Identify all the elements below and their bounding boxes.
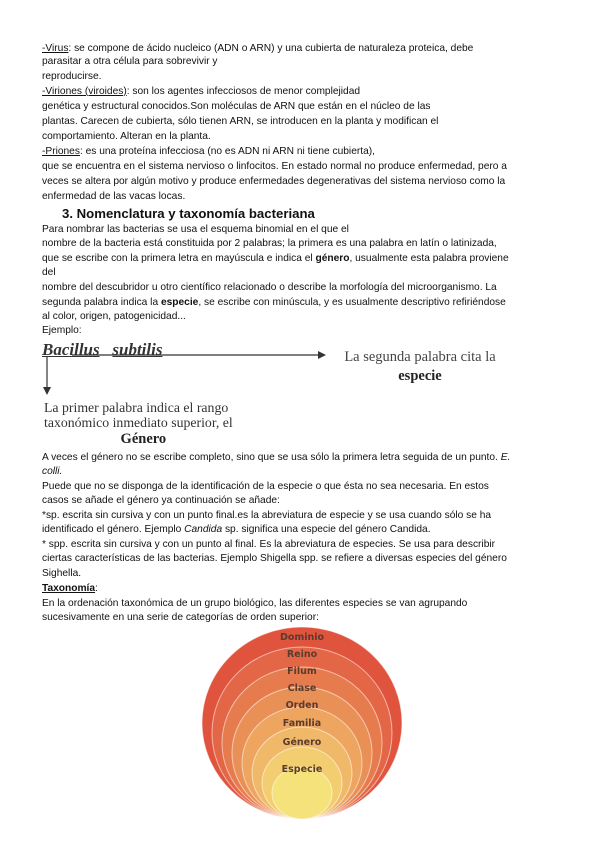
taxonomia-heading xyxy=(42,582,98,595)
after-line-5: *sp. escrita sin cursiva y con un punto final.es la abreviatura de especie y se usa cuando sólo se ha xyxy=(42,510,492,521)
genus-caption-line-2: taxonómico inmediato superior, el xyxy=(44,415,233,430)
taxonomy-label-clase: Clase xyxy=(287,683,317,694)
priones-line-2: que se encuentra en el sistema nervioso o linfocitos. En estado normal no produce enfermedad, pero a xyxy=(42,161,507,172)
species-caption-word: especie xyxy=(398,368,442,384)
colli-italic: colli. xyxy=(42,466,63,477)
virus-line-3: reproducirse. xyxy=(42,71,102,82)
viriones-line-3: plantas. Carecen de cubierta, sólo tienen ARN, se introducen en la planta y modifican el xyxy=(42,116,439,127)
after-line-1 xyxy=(42,451,510,464)
especie-bold: especie xyxy=(160,297,199,308)
section3-line-4: del xyxy=(42,267,56,278)
taxonomy-diagram xyxy=(200,626,404,820)
down-arrow-head xyxy=(43,387,51,395)
after-line-8: ciertas características de las bacterias. Ejemplo Shigella spp. se refiere a diversas especies del género xyxy=(42,553,507,564)
after-line-6 xyxy=(42,523,431,536)
after-text: A veces el género no se escribe completo, sino que se usa sólo la primera letra seguida de un punto. xyxy=(42,452,501,463)
taxonomy-label-dominio: Dominio xyxy=(279,632,325,643)
section3-text: segunda palabra indica la xyxy=(42,297,161,308)
taxonomy-label-especie: Especie xyxy=(281,764,323,775)
after-line-4: casos se añade el género ya continuación se añade: xyxy=(42,495,280,506)
section3-text: que se escribe con la primera letra en mayúscula e indica el xyxy=(42,253,316,264)
taxonomy-label-familia: Familia xyxy=(282,718,322,729)
section-heading: 3. Nomenclatura y taxonomía bacteriana xyxy=(62,206,315,221)
genus-caption-line-1: La primer palabra indica el rango xyxy=(44,400,229,415)
after-line-9: Sighella. xyxy=(42,568,82,579)
virus-term: -Virus xyxy=(42,43,69,54)
genus-caption-word: Género xyxy=(120,431,167,447)
priones-line-4: enfermedad de las vacas locas. xyxy=(42,191,186,202)
taxonomia-colon: : xyxy=(95,583,98,594)
taxonomia-line-2: sucesivamente en una serie de categorías de orden superior: xyxy=(42,612,319,623)
after-text: sp. significa una especie del género Candida. xyxy=(222,524,431,535)
taxonomy-label-género: Género xyxy=(282,737,322,748)
genus-caption xyxy=(44,400,233,447)
viriones-line-4: comportamiento. Alteran en la planta. xyxy=(42,131,211,142)
virus-line-2: parasitar a otra célula para sobrevivir y xyxy=(42,56,218,67)
genero-bold: género xyxy=(315,253,350,264)
viriones-text: : son los agentes infecciosos de menor complejidad xyxy=(126,86,361,97)
taxonomia-title: Taxonomía xyxy=(42,583,96,594)
section3-line-2: nombre de la bacteria está constituida por 2 palabras; la primera es una palabra en latín o latinizada, xyxy=(42,238,497,249)
viriones-line-2: genética y estructural conocidos.Son moléculas de ARN que están en el núcleo de las xyxy=(42,101,431,112)
ejemplo-label: Ejemplo: xyxy=(42,325,82,336)
after-line-7: * spp. escrita sin cursiva y con un punto al final. Es la abreviatura de especies. Se usa para describir xyxy=(42,539,496,550)
priones-text: : es una proteína infecciosa (no es ADN ni ARN ni tiene cubierta), xyxy=(79,146,375,157)
after-line-2 xyxy=(42,465,62,478)
species-caption-line-1: La segunda palabra cita la xyxy=(344,349,496,365)
priones-term: -Priones xyxy=(42,146,80,157)
section3-line-5: nombre del descubridor u otro científico relacionado o describe la morfología del microorganismo. La xyxy=(42,282,497,293)
section3-line-1: Para nombrar las bacterias se usa el esquema binomial en el que el xyxy=(42,224,349,235)
species-word: subtilis xyxy=(112,340,163,359)
section3-text: , usualmente esta palabra proviene xyxy=(349,253,509,264)
after-line-3: Puede que no se disponga de la identificación de la especie o que ésta no sea necesaria. En estos xyxy=(42,481,489,492)
taxonomia-line-1: En la ordenación taxonómica de un grupo biológico, las diferentes especies se van agrupando xyxy=(42,598,468,609)
section3-line-7: al color, origen, patogenicidad... xyxy=(42,311,186,322)
candida-italic: Candida xyxy=(184,524,223,535)
viriones-term: -Viriones (viroides) xyxy=(42,86,127,97)
taxonomy-label-filum: Filum xyxy=(287,666,317,677)
e-italic: E. xyxy=(500,452,511,463)
after-text: identificado el género. Ejemplo xyxy=(42,524,185,535)
right-arrow-head xyxy=(318,351,326,359)
priones-line-3: veces se altera por algún motivo y produce enfermedades degenerativas del sistema nervioso como la xyxy=(42,176,506,187)
virus-text: : se compone de ácido nucleico (ADN o ARN) y una cubierta de naturaleza proteica, debe xyxy=(68,43,474,54)
taxonomy-label-reino: Reino xyxy=(286,649,318,660)
taxonomy-label-orden: Orden xyxy=(285,700,319,711)
species-caption xyxy=(335,348,505,386)
section3-text: , se escribe con minúscula, y es usualmente descriptivo refiriéndose xyxy=(198,297,506,308)
genus-word: Bacillus xyxy=(42,340,100,359)
